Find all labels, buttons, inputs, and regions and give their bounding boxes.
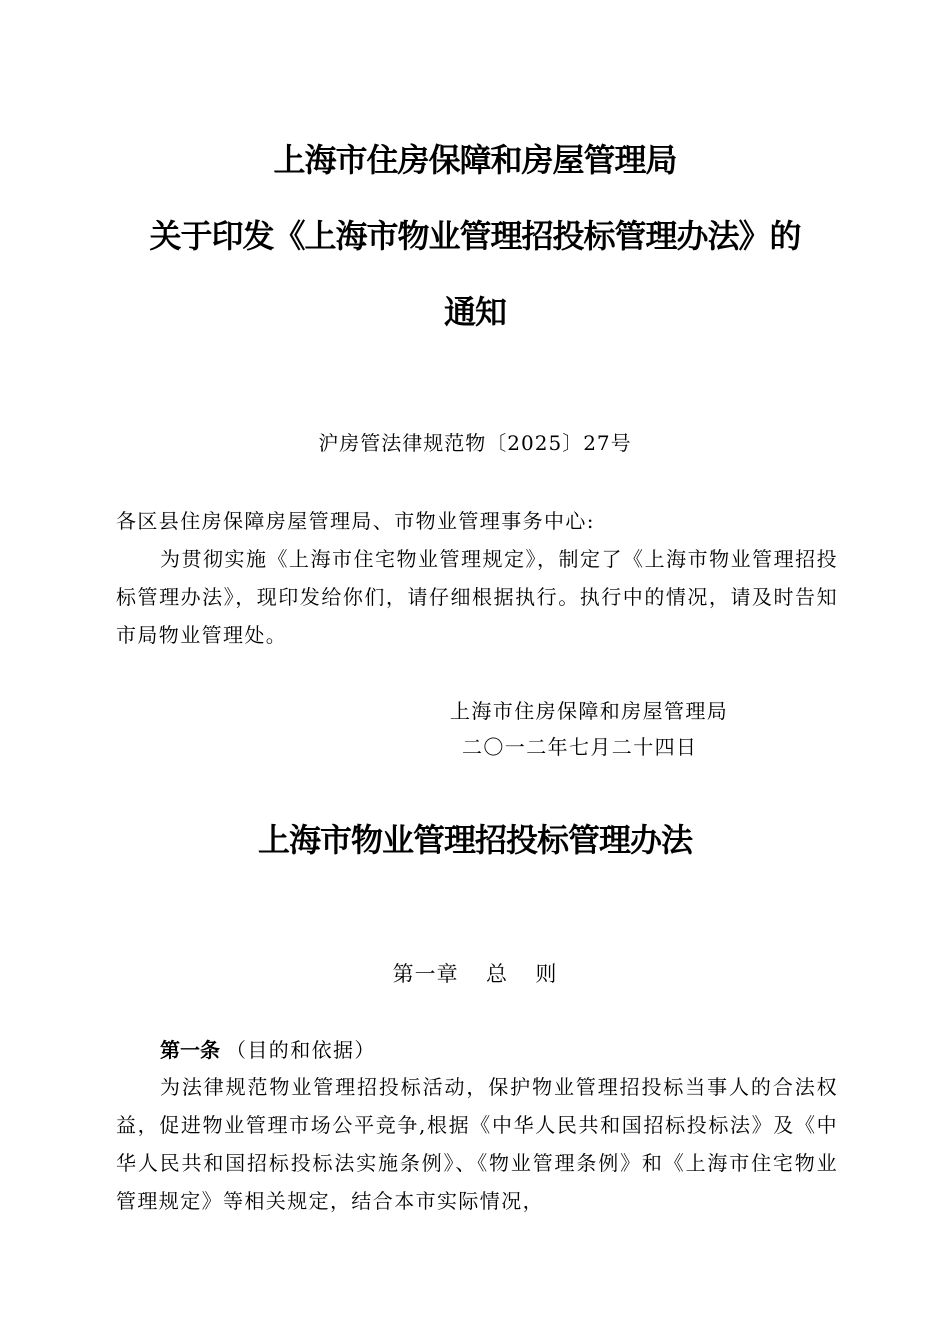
article-caption: （目的和依据） — [226, 1038, 376, 1062]
notice-title-line-2: 关于印发《上海市物业管理招投标管理办法》的 — [149, 217, 801, 255]
article-number: 第一条 — [160, 1038, 220, 1062]
article-heading — [160, 1033, 376, 1067]
document-number: 沪房管法律规范物〔2025〕27号 — [318, 431, 632, 455]
notice-body: 为贯彻实施《上海市住宅物业管理规定》，制定了《上海市物业管理招投标管理办法》，现印发给你们，请仔细根据执行。执行中的情况，请及时告知市局物业管理处。 — [116, 547, 838, 647]
chapter-title: 第一章 总 则 — [392, 962, 558, 986]
notice-title-line-1: 上海市住房保障和房屋管理局 — [273, 141, 677, 179]
addressee: 各区县住房保障房屋管理局、市物业管理事务中心: — [116, 509, 595, 533]
notice-title-line-3: 通知 — [443, 293, 506, 331]
signature-organization: 上海市住房保障和房屋管理局 — [450, 699, 729, 723]
article-text: 为法律规范物业管理招投标活动，保护物业管理招投标当事人的合法权益，促进物业管理市场公平竞争,根据《中华人民共和国招标投标法》及《中华人民共和国招标投标法实施条例》、《物业管理条例》和《上海市住宅物业管理规定》等相关规定，结合本市实际情况， — [116, 1075, 838, 1213]
signature-date: 二〇一二年七月二十四日 — [462, 735, 698, 759]
regulation-title: 上海市物业管理招投标管理办法 — [257, 821, 692, 859]
